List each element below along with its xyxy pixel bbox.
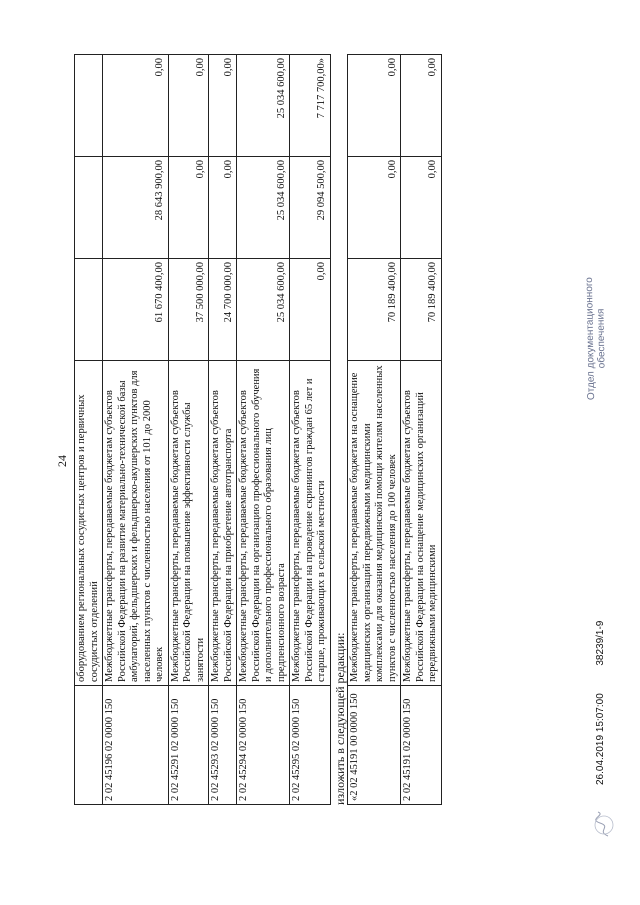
row-name: Межбюджетные трансферты, передаваемые бюджетам субъектов Российской Федерации на оснащение медицинских организаций передвижными медицинскими	[401, 361, 442, 686]
row-value-2021	[75, 55, 103, 157]
footer	[595, 621, 606, 785]
row-value-2021: 0,00	[348, 55, 401, 157]
row-value-2020: 0,00	[401, 157, 442, 259]
budget-table	[74, 54, 331, 805]
row-value-2020	[75, 157, 103, 259]
table-row	[103, 55, 169, 805]
row-value-2019: 37 500 000,00	[168, 259, 209, 361]
row-value-2019: 0,00	[290, 259, 331, 361]
table-row	[168, 55, 209, 805]
row-value-2020: 28 643 900,00	[103, 157, 169, 259]
footer-doc-id: 38239/1-9	[595, 620, 606, 666]
row-name: Межбюджетные трансферты, передаваемые бюджетам субъектов Российской Федерации на приобретение автотранспорта	[209, 361, 237, 686]
row-name: Межбюджетные трансферты, передаваемые бюджетам субъектов Российской Федерации на организацию профессионального обучения и дополнительного профессионального образования лиц предпенсионного возраста	[237, 361, 290, 686]
row-name: оборудованием региональных сосудистых центров и первичных сосудистых отделений	[75, 361, 103, 686]
row-value-2021: 0,00	[401, 55, 442, 157]
row-code: 2 02 45291 02 0000 150	[168, 686, 209, 805]
department-stamp: Отдел документационного обеспечения	[583, 277, 608, 401]
table-row	[209, 55, 237, 805]
table-row	[401, 55, 442, 805]
row-code: 2 02 45191 02 0000 150	[401, 686, 442, 805]
row-value-2021: 25 034 600,00	[237, 55, 290, 157]
row-value-2020: 25 034 600,00	[237, 157, 290, 259]
table-row	[290, 55, 331, 805]
row-value-2021: 0,00	[103, 55, 169, 157]
row-code: 2 02 45294 02 0000 150	[237, 686, 290, 805]
row-name: Межбюджетные трансферты, передаваемые бюджетам субъектов Российской Федерации на проведение скринингов граждан 65 лет и старше, проживающих в сельской местности	[290, 361, 331, 686]
row-value-2021: 0,00	[209, 55, 237, 157]
table-row	[348, 55, 401, 805]
row-value-2020: 29 094 500,00	[290, 157, 331, 259]
row-name: Межбюджетные трансферты, передаваемые бюджетам субъектов Российской Федерации на развитие материально-технической базы амбулаторий, фельдшерских и фельдшерско-акушерских пунктов для населенных пунктов с численностью населения от 101 до 2000 человек	[103, 361, 169, 686]
row-value-2019	[75, 259, 103, 361]
section-heading: изложить в следующей редакции:	[333, 632, 347, 805]
row-code: 2 02 45295 02 0000 150	[290, 686, 331, 805]
row-value-2021: 7 717 700,00»	[290, 55, 331, 157]
row-value-2021: 0,00	[168, 55, 209, 157]
row-code: 2 02 45196 02 0000 150	[103, 686, 169, 805]
row-value-2020: 0,00	[209, 157, 237, 259]
row-code: 2 02 45293 02 0000 150	[209, 686, 237, 805]
page-number: 24	[55, 455, 69, 467]
row-code: «2 02 45191 00 0000 150	[348, 686, 401, 805]
row-value-2020: 0,00	[168, 157, 209, 259]
row-value-2019: 61 670 400,00	[103, 259, 169, 361]
row-value-2019: 25 034 600,00	[237, 259, 290, 361]
row-name: Межбюджетные трансферты, передаваемые бюджетам на оснащение медицинских организаций передвижными медицинскими комплексами для оказания медицинской помощи жителям населенных пунктов с численностью населения до 100 человек	[348, 361, 401, 686]
row-code	[75, 686, 103, 805]
table-row	[75, 55, 103, 805]
row-value-2019: 24 700 000,00	[209, 259, 237, 361]
row-name: Межбюджетные трансферты, передаваемые бюджетам субъектов Российской Федерации на повышение эффективности службы занятости	[168, 361, 209, 686]
signature-mark	[590, 809, 616, 839]
table-row	[237, 55, 290, 805]
row-value-2019: 70 189 400,00	[348, 259, 401, 361]
row-value-2020: 0,00	[348, 157, 401, 259]
row-value-2019: 70 189 400,00	[401, 259, 442, 361]
budget-table-revised	[347, 54, 442, 805]
footer-datetime: 26.04.2019 15:07:00	[595, 693, 606, 785]
